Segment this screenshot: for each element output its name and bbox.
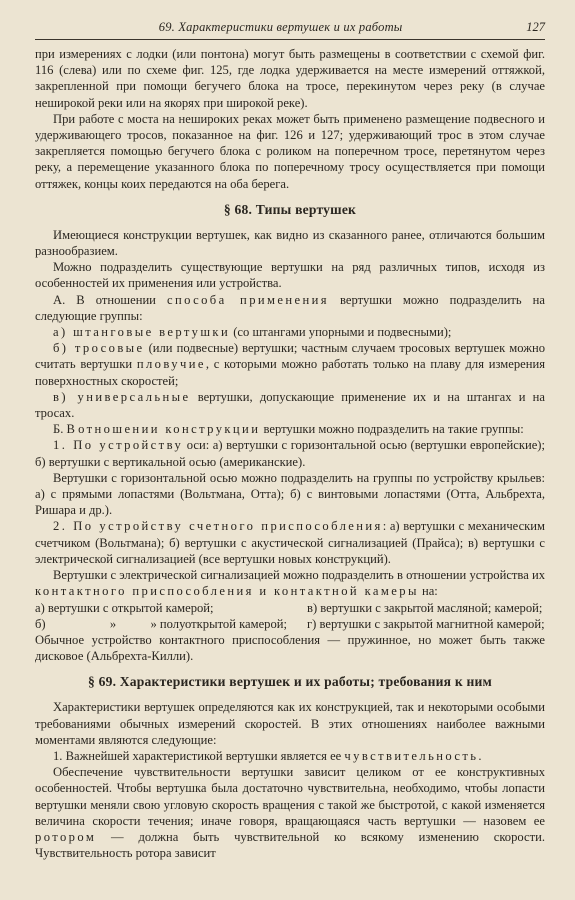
paragraph: Обычное устройство контактного приспособления — пружинное, но может быть также дисковое (Альбрехта-Килли). — [35, 632, 545, 664]
paragraph: При работе с моста на неширокиx реках может быть применено размещение подвесного и удерживающего тросов, показанное на фиг. 126 и 127; удерживающий трос в этом случае закрепляется помощью бегучего блока с роликом на поперечном тросе, перетянутом через реку, а перемещение указанного блока по поперечному тросу осуществляется при помощи оттяжек, концы коих передаются на оба берега. — [35, 111, 545, 191]
paragraph: Б. В отношении конструкции вертушки можно подразделить на такие группы: — [53, 422, 524, 437]
list-item: в) вертушки с закрытой масляной; камерой; — [307, 600, 543, 615]
page-number: 127 — [526, 20, 545, 34]
paragraph: при измерениях с лодки (или понтона) могут быть размещены в соответствии с схемой фиг. 116 (слева) или по схеме фиг. 125, где лодка удерживается на месте измерений оттяжкой, закрепленной при помощи бегучего блока на тросе, перекинутом через реку (в случае неширокой реки или на якорях при широкой реке). — [35, 47, 545, 110]
camera-type-list — [35, 600, 545, 632]
running-header-title: 69. Характеристики вертушек и их работы — [158, 20, 403, 34]
list-item: б) » » полуоткрытой камерой; — [35, 616, 287, 631]
paragraph: в) универсальные вертушки, допускающие применение их и на штангах и на тросах. — [35, 389, 545, 421]
list-item: а) вертушки с открытой камерой; — [35, 600, 214, 615]
section-heading-68: § 68. Типы вертушек — [223, 201, 357, 217]
paragraph: А. В отношении способа применения вертушки можно подразделить на следующие группы: — [35, 292, 545, 323]
paragraph: Имеющиеся конструкции вертушек, как видно из сказанного ранее, отличаются большим разнообразием. — [35, 227, 545, 259]
paragraph: Вертушки с электрической сигнализацией можно подразделить в отношении устройства их контактного приспособления и контактной камеры на: — [35, 568, 545, 599]
paragraph: а) штанговые вертушки (со штангами упорными и подвесными); — [53, 325, 452, 340]
section-heading-69: § 69. Характеристики вертушек и их работы; требования к ним — [88, 674, 492, 690]
paragraph: Характеристики вертушек определяются как их конструкцией, так и некоторыми особыми требованиями обычных измерений скоростей. В этих отношениях наиболее важными моментами являются следующие: — [35, 700, 545, 747]
paragraph: Обеспечение чувствительности вертушки зависит целиком от ее конструктивных особенностей. Чтобы вертушка была достаточно чувствительна, необходимо, чтобы лопасти вертушки меняли свою угловую скорость вращения с такой же быстротой, с какой изменяется величина скорости течения; иначе говоря, вращающаяся часть вертушки — назовем ее ротором — должна быть чувствительной ко всякому изменению скорости. Чувствительность ротора зависит — [35, 765, 545, 861]
paragraph: 2. По устройству счетного приспособления: а) вертушки с механическим счетчиком (Вольтмана); б) вертушки с акустической сигнализацией (Прайса); в) вертушки с электрической сигнализацией (все вертушки новых конструкций). — [35, 519, 545, 566]
paragraph: Можно подразделить существующие вертушки на ряд различных типов, исходя из особенностей их применения или устройства. — [35, 260, 545, 291]
paragraph: б) тросовые (или подвесные) вертушки; частным случаем тросовых вертушек можно считать вертушки пловучие, с которыми можно работать только на плаву для измерения поверхностных скоростей; — [35, 341, 545, 388]
list-item: г) вертушки с закрытой магнитной камерой; — [307, 616, 545, 631]
paragraph: 1. По устройству оси: а) вертушки с горизонтальной осью (вертушки европейские); б) вертушки с вертикальной осью (американские). — [35, 438, 545, 469]
paragraph: 1. Важнейшей характеристикой вертушки является ее чувствительность. — [53, 748, 482, 763]
paragraph: Вертушки с горизонтальной осью можно подразделить на группы по устройству крыльев: а) с прямыми лопастями (Вольтмана, Отта); б) с винтовыми лопастями (Отта, Альбрехта, Ришара и др.). — [35, 470, 545, 518]
running-header — [35, 20, 545, 40]
